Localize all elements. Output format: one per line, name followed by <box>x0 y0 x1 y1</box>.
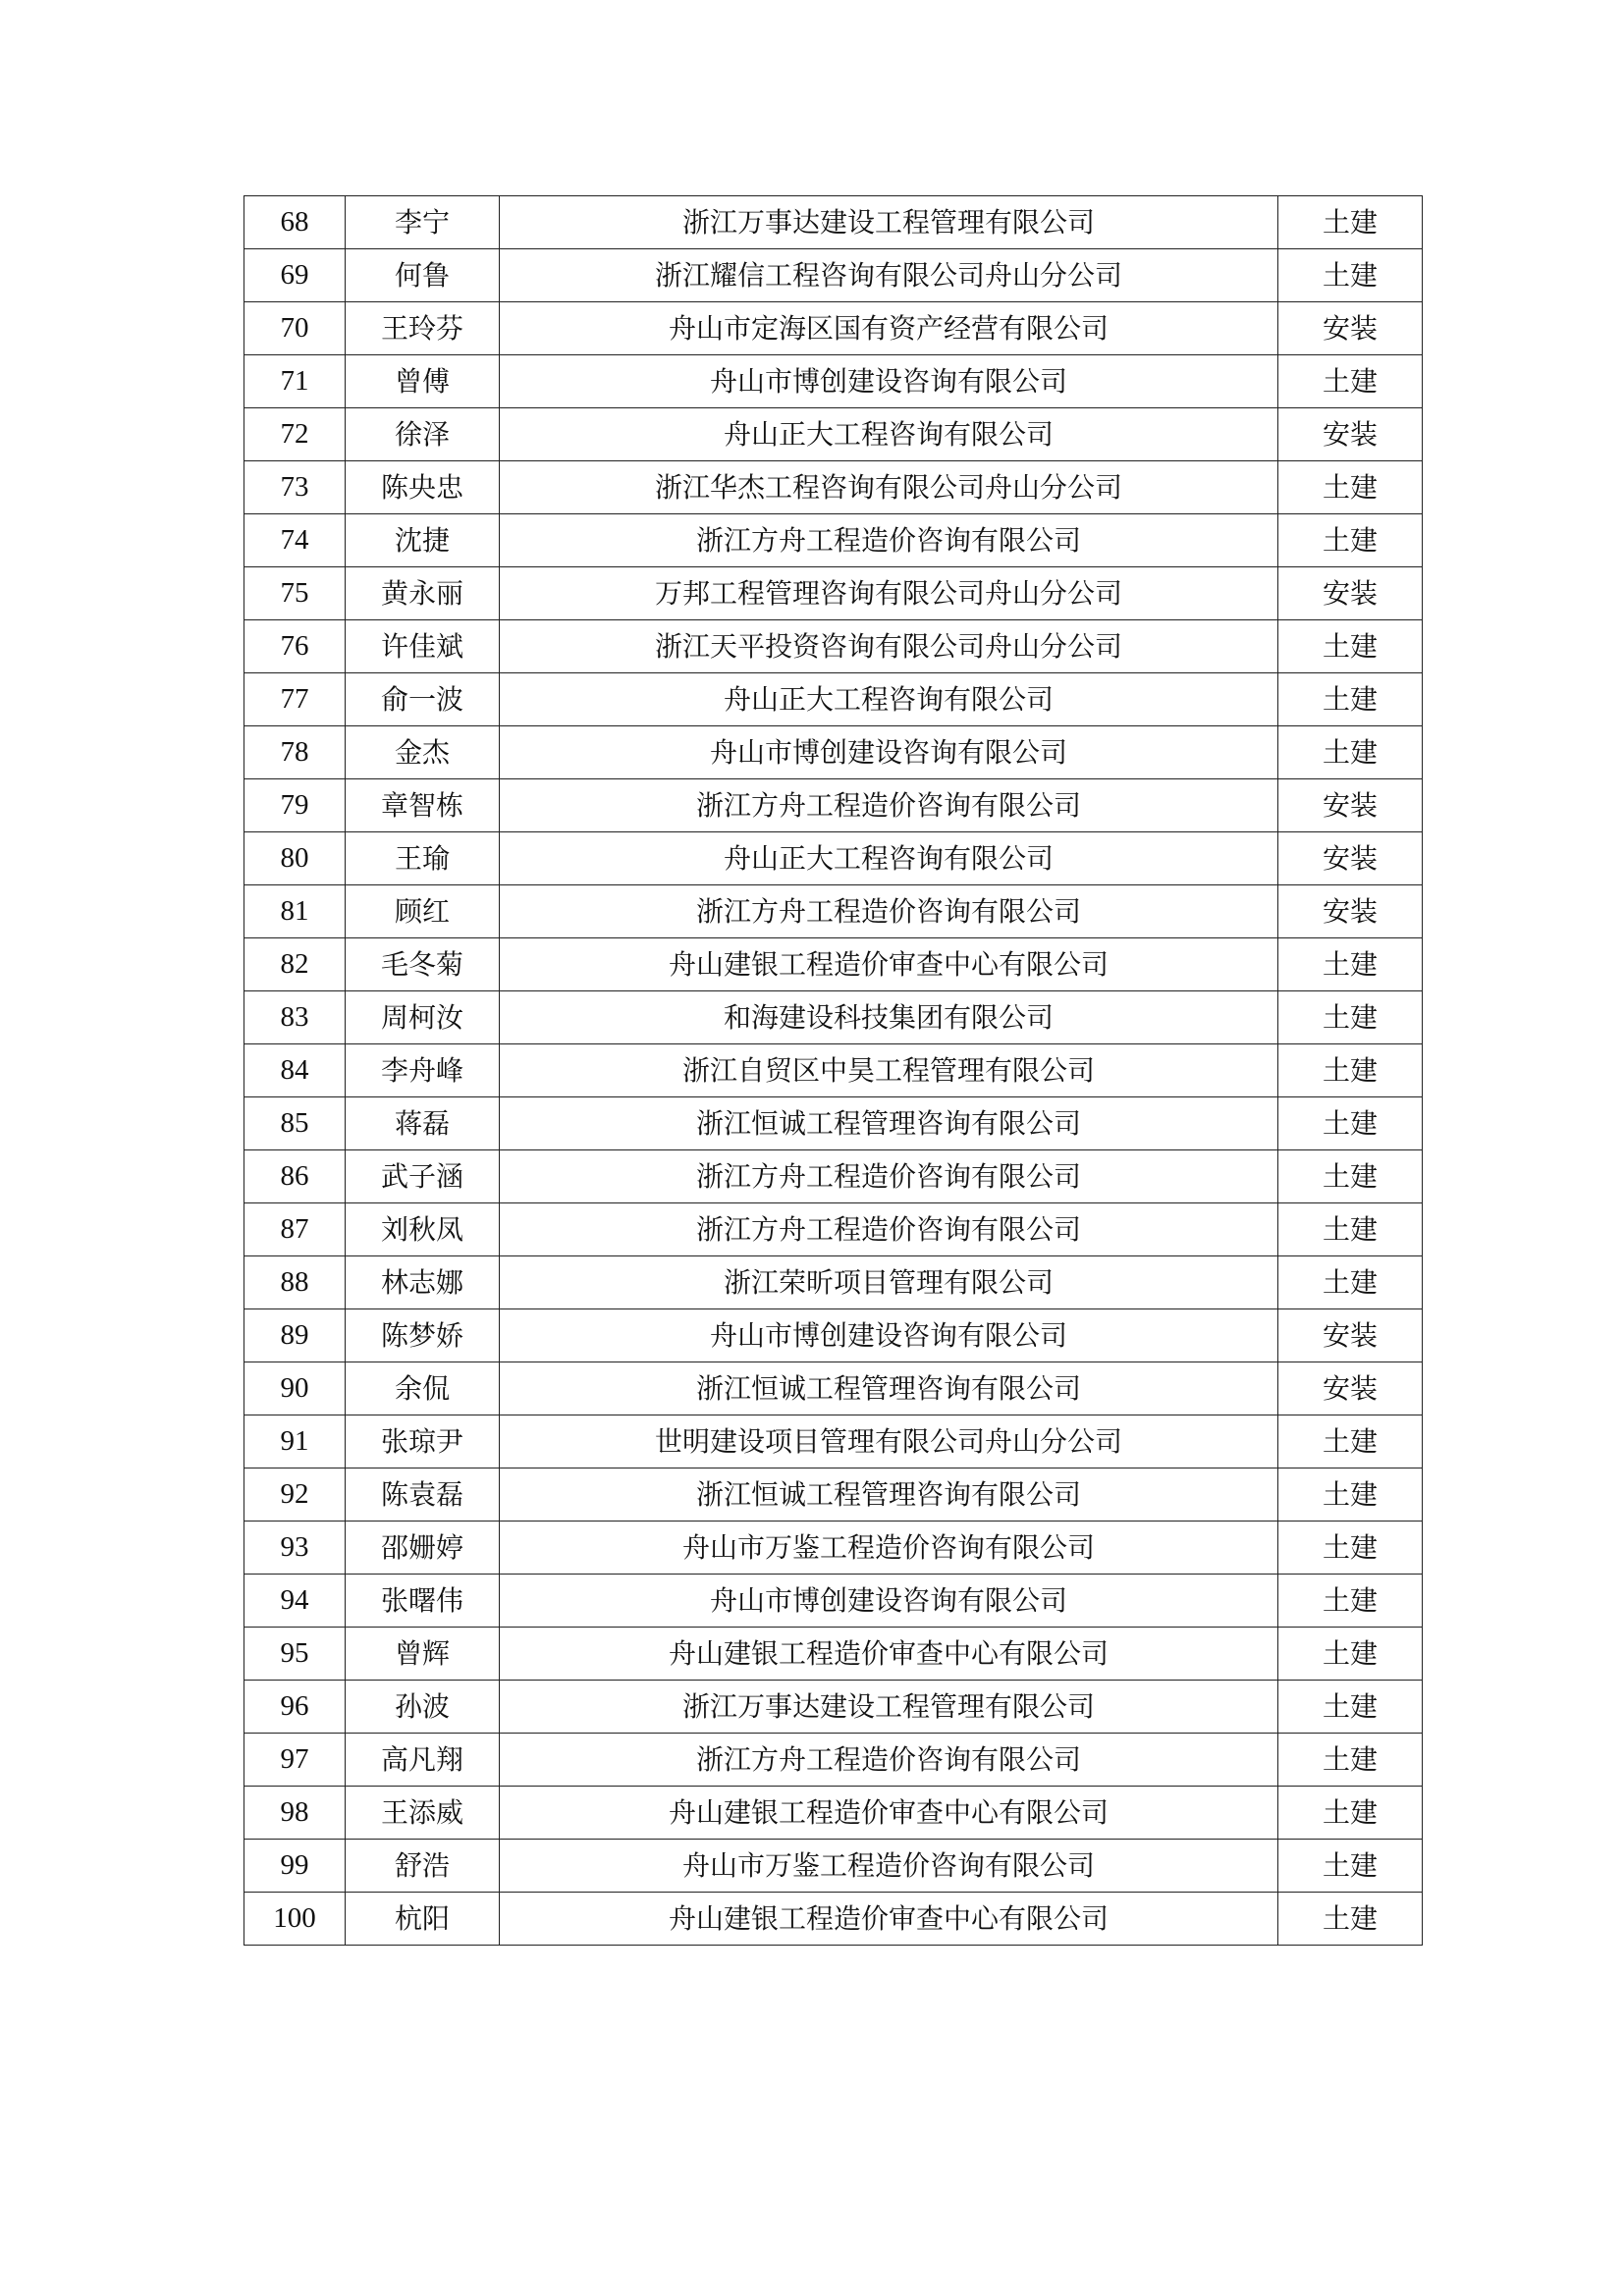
specialty-cell: 安装 <box>1278 567 1423 620</box>
company-name-cell: 浙江方舟工程造价咨询有限公司 <box>500 1734 1278 1787</box>
person-name-cell: 何鲁 <box>346 249 500 302</box>
specialty-cell: 安装 <box>1278 1309 1423 1362</box>
person-name-cell: 张琼尹 <box>346 1415 500 1468</box>
company-name-cell: 舟山市博创建设咨询有限公司 <box>500 355 1278 408</box>
row-number-cell: 71 <box>244 355 346 408</box>
company-name-cell: 浙江耀信工程咨询有限公司舟山分公司 <box>500 249 1278 302</box>
person-name-cell: 王添威 <box>346 1787 500 1840</box>
row-number-cell: 83 <box>244 991 346 1044</box>
table-row <box>244 1840 1423 1893</box>
row-number-cell: 68 <box>244 196 346 249</box>
specialty-cell: 土建 <box>1278 1044 1423 1097</box>
row-number-cell: 97 <box>244 1734 346 1787</box>
row-number-cell: 96 <box>244 1681 346 1734</box>
person-name-cell: 蒋磊 <box>346 1097 500 1150</box>
specialty-cell: 土建 <box>1278 1681 1423 1734</box>
table-row <box>244 1681 1423 1734</box>
table-row <box>244 726 1423 779</box>
person-name-cell: 俞一波 <box>346 673 500 726</box>
specialty-cell: 安装 <box>1278 302 1423 355</box>
person-name-cell: 沈捷 <box>346 514 500 567</box>
row-number-cell: 92 <box>244 1468 346 1522</box>
company-name-cell: 舟山市万鉴工程造价咨询有限公司 <box>500 1522 1278 1575</box>
table-row <box>244 1575 1423 1628</box>
table-row <box>244 1893 1423 1946</box>
personnel-table-body <box>244 196 1423 1946</box>
row-number-cell: 82 <box>244 938 346 991</box>
company-name-cell: 浙江恒诚工程管理咨询有限公司 <box>500 1097 1278 1150</box>
row-number-cell: 93 <box>244 1522 346 1575</box>
person-name-cell: 顾红 <box>346 885 500 938</box>
person-name-cell: 李宁 <box>346 196 500 249</box>
row-number-cell: 84 <box>244 1044 346 1097</box>
table-row <box>244 249 1423 302</box>
row-number-cell: 94 <box>244 1575 346 1628</box>
table-row <box>244 1044 1423 1097</box>
company-name-cell: 舟山建银工程造价审查中心有限公司 <box>500 938 1278 991</box>
table-row <box>244 408 1423 461</box>
specialty-cell: 土建 <box>1278 1468 1423 1522</box>
table-row <box>244 196 1423 249</box>
company-name-cell: 浙江方舟工程造价咨询有限公司 <box>500 885 1278 938</box>
specialty-cell: 土建 <box>1278 355 1423 408</box>
table-row <box>244 1203 1423 1256</box>
specialty-cell: 土建 <box>1278 1203 1423 1256</box>
row-number-cell: 91 <box>244 1415 346 1468</box>
person-name-cell: 周柯汝 <box>346 991 500 1044</box>
table-row <box>244 514 1423 567</box>
specialty-cell: 土建 <box>1278 1840 1423 1893</box>
company-name-cell: 舟山正大工程咨询有限公司 <box>500 832 1278 885</box>
specialty-cell: 土建 <box>1278 1415 1423 1468</box>
specialty-cell: 土建 <box>1278 1522 1423 1575</box>
specialty-cell: 土建 <box>1278 1256 1423 1309</box>
person-name-cell: 邵姗婷 <box>346 1522 500 1575</box>
specialty-cell: 土建 <box>1278 1575 1423 1628</box>
person-name-cell: 高凡翔 <box>346 1734 500 1787</box>
company-name-cell: 万邦工程管理咨询有限公司舟山分公司 <box>500 567 1278 620</box>
person-name-cell: 曾傅 <box>346 355 500 408</box>
table-row <box>244 302 1423 355</box>
company-name-cell: 舟山市博创建设咨询有限公司 <box>500 726 1278 779</box>
table-row <box>244 1522 1423 1575</box>
specialty-cell: 安装 <box>1278 885 1423 938</box>
person-name-cell: 徐泽 <box>346 408 500 461</box>
table-row <box>244 673 1423 726</box>
specialty-cell: 土建 <box>1278 249 1423 302</box>
company-name-cell: 浙江万事达建设工程管理有限公司 <box>500 1681 1278 1734</box>
specialty-cell: 土建 <box>1278 461 1423 514</box>
table-row <box>244 938 1423 991</box>
person-name-cell: 刘秋凤 <box>346 1203 500 1256</box>
row-number-cell: 98 <box>244 1787 346 1840</box>
company-name-cell: 浙江方舟工程造价咨询有限公司 <box>500 1150 1278 1203</box>
person-name-cell: 陈袁磊 <box>346 1468 500 1522</box>
specialty-cell: 土建 <box>1278 1893 1423 1946</box>
company-name-cell: 舟山正大工程咨询有限公司 <box>500 408 1278 461</box>
specialty-cell: 安装 <box>1278 779 1423 832</box>
specialty-cell: 土建 <box>1278 514 1423 567</box>
row-number-cell: 100 <box>244 1893 346 1946</box>
row-number-cell: 87 <box>244 1203 346 1256</box>
company-name-cell: 浙江荣昕项目管理有限公司 <box>500 1256 1278 1309</box>
row-number-cell: 72 <box>244 408 346 461</box>
person-name-cell: 武子涵 <box>346 1150 500 1203</box>
person-name-cell: 余侃 <box>346 1362 500 1415</box>
company-name-cell: 浙江方舟工程造价咨询有限公司 <box>500 514 1278 567</box>
personnel-table <box>244 195 1423 1946</box>
company-name-cell: 世明建设项目管理有限公司舟山分公司 <box>500 1415 1278 1468</box>
specialty-cell: 土建 <box>1278 673 1423 726</box>
row-number-cell: 73 <box>244 461 346 514</box>
specialty-cell: 土建 <box>1278 1097 1423 1150</box>
person-name-cell: 章智栋 <box>346 779 500 832</box>
person-name-cell: 毛冬菊 <box>346 938 500 991</box>
company-name-cell: 浙江恒诚工程管理咨询有限公司 <box>500 1362 1278 1415</box>
specialty-cell: 安装 <box>1278 1362 1423 1415</box>
person-name-cell: 陈梦娇 <box>346 1309 500 1362</box>
row-number-cell: 74 <box>244 514 346 567</box>
person-name-cell: 王玲芬 <box>346 302 500 355</box>
specialty-cell: 土建 <box>1278 1734 1423 1787</box>
table-row <box>244 779 1423 832</box>
specialty-cell: 土建 <box>1278 991 1423 1044</box>
company-name-cell: 舟山市万鉴工程造价咨询有限公司 <box>500 1840 1278 1893</box>
row-number-cell: 79 <box>244 779 346 832</box>
table-row <box>244 1787 1423 1840</box>
table-row <box>244 832 1423 885</box>
person-name-cell: 曾辉 <box>346 1628 500 1681</box>
row-number-cell: 81 <box>244 885 346 938</box>
row-number-cell: 69 <box>244 249 346 302</box>
specialty-cell: 安装 <box>1278 832 1423 885</box>
person-name-cell: 李舟峰 <box>346 1044 500 1097</box>
row-number-cell: 76 <box>244 620 346 673</box>
table-row <box>244 1097 1423 1150</box>
row-number-cell: 78 <box>244 726 346 779</box>
person-name-cell: 孙波 <box>346 1681 500 1734</box>
company-name-cell: 和海建设科技集团有限公司 <box>500 991 1278 1044</box>
company-name-cell: 浙江华杰工程咨询有限公司舟山分公司 <box>500 461 1278 514</box>
table-row <box>244 461 1423 514</box>
person-name-cell: 王瑜 <box>346 832 500 885</box>
table-row <box>244 1415 1423 1468</box>
specialty-cell: 土建 <box>1278 620 1423 673</box>
table-row <box>244 885 1423 938</box>
row-number-cell: 99 <box>244 1840 346 1893</box>
specialty-cell: 土建 <box>1278 196 1423 249</box>
table-row <box>244 1468 1423 1522</box>
person-name-cell: 金杰 <box>346 726 500 779</box>
company-name-cell: 浙江天平投资咨询有限公司舟山分公司 <box>500 620 1278 673</box>
person-name-cell: 陈央忠 <box>346 461 500 514</box>
table-row <box>244 355 1423 408</box>
table-row <box>244 567 1423 620</box>
specialty-cell: 土建 <box>1278 726 1423 779</box>
company-name-cell: 浙江万事达建设工程管理有限公司 <box>500 196 1278 249</box>
table-row <box>244 991 1423 1044</box>
person-name-cell: 林志娜 <box>346 1256 500 1309</box>
company-name-cell: 舟山市博创建设咨询有限公司 <box>500 1309 1278 1362</box>
table-row <box>244 1362 1423 1415</box>
company-name-cell: 浙江恒诚工程管理咨询有限公司 <box>500 1468 1278 1522</box>
table-row <box>244 1309 1423 1362</box>
specialty-cell: 土建 <box>1278 1628 1423 1681</box>
row-number-cell: 88 <box>244 1256 346 1309</box>
table-row <box>244 1256 1423 1309</box>
table-row <box>244 1734 1423 1787</box>
table-row <box>244 1628 1423 1681</box>
company-name-cell: 舟山市博创建设咨询有限公司 <box>500 1575 1278 1628</box>
company-name-cell: 舟山市定海区国有资产经营有限公司 <box>500 302 1278 355</box>
row-number-cell: 77 <box>244 673 346 726</box>
company-name-cell: 舟山正大工程咨询有限公司 <box>500 673 1278 726</box>
row-number-cell: 89 <box>244 1309 346 1362</box>
person-name-cell: 黄永丽 <box>346 567 500 620</box>
specialty-cell: 土建 <box>1278 938 1423 991</box>
company-name-cell: 浙江方舟工程造价咨询有限公司 <box>500 779 1278 832</box>
row-number-cell: 70 <box>244 302 346 355</box>
table-row <box>244 620 1423 673</box>
company-name-cell: 舟山建银工程造价审查中心有限公司 <box>500 1628 1278 1681</box>
row-number-cell: 90 <box>244 1362 346 1415</box>
person-name-cell: 张曙伟 <box>346 1575 500 1628</box>
company-name-cell: 浙江方舟工程造价咨询有限公司 <box>500 1203 1278 1256</box>
row-number-cell: 95 <box>244 1628 346 1681</box>
specialty-cell: 土建 <box>1278 1787 1423 1840</box>
company-name-cell: 浙江自贸区中昊工程管理有限公司 <box>500 1044 1278 1097</box>
specialty-cell: 土建 <box>1278 1150 1423 1203</box>
table-row <box>244 1150 1423 1203</box>
row-number-cell: 85 <box>244 1097 346 1150</box>
person-name-cell: 杭阳 <box>346 1893 500 1946</box>
row-number-cell: 86 <box>244 1150 346 1203</box>
person-name-cell: 许佳斌 <box>346 620 500 673</box>
company-name-cell: 舟山建银工程造价审查中心有限公司 <box>500 1893 1278 1946</box>
person-name-cell: 舒浩 <box>346 1840 500 1893</box>
row-number-cell: 75 <box>244 567 346 620</box>
row-number-cell: 80 <box>244 832 346 885</box>
company-name-cell: 舟山建银工程造价审查中心有限公司 <box>500 1787 1278 1840</box>
specialty-cell: 安装 <box>1278 408 1423 461</box>
